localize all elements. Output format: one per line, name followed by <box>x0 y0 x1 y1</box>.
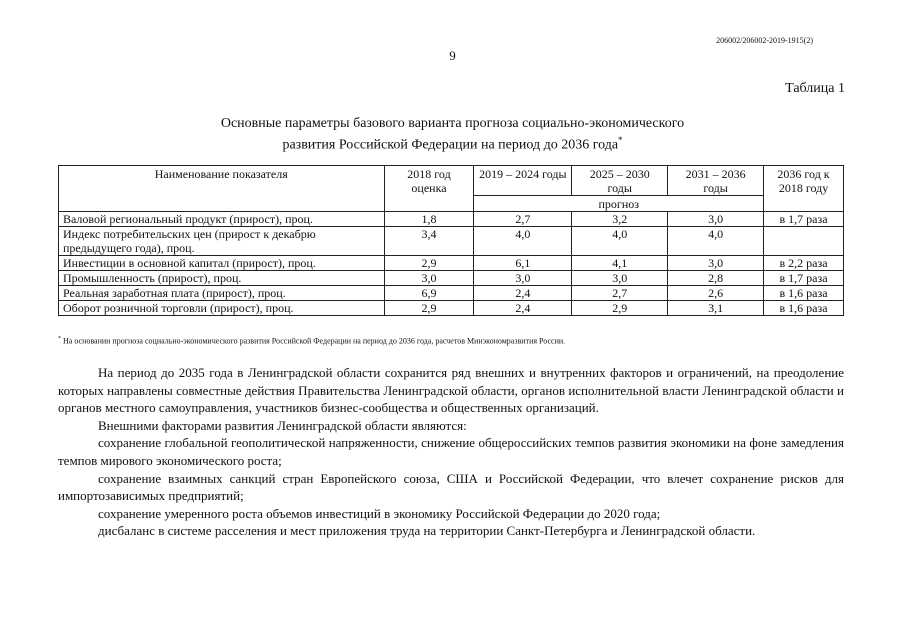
header-2031-2036: 2031 – 2036 годы <box>668 166 764 196</box>
header-forecast: прогноз <box>474 196 764 212</box>
cell-2018: 3,0 <box>384 271 474 286</box>
cell-2031-2036: 4,0 <box>668 227 764 256</box>
row-name: Реальная заработная плата (прирост), проц. <box>59 286 385 301</box>
cell-2031-2036: 2,8 <box>668 271 764 286</box>
cell-2018: 3,4 <box>384 227 474 256</box>
paragraph: На период до 2035 года в Ленинградской области сохранится ряд внешних и внутренних факторов и ограничений, на преодоление которых направлены совместные действия Правительства Ленинградской области, органов исполнительной власти Ленинградской области и органов местного самоуправления, участников бизнес-сообщества и общественных организаций. <box>58 365 844 416</box>
cell-2025-2030: 4,1 <box>572 256 668 271</box>
cell-2036-vs-2018: в 1,7 раза <box>764 271 844 286</box>
cell-2018: 2,9 <box>384 256 474 271</box>
cell-2025-2030: 2,9 <box>572 301 668 316</box>
doc-id: 206002/206002-2019-1915(2) <box>716 36 813 45</box>
header-2025-2030: 2025 – 2030 годы <box>572 166 668 196</box>
paragraph: Внешними факторами развития Ленинградской области являются: <box>98 417 467 433</box>
cell-2018: 6,9 <box>384 286 474 301</box>
table-label: Таблица 1 <box>785 81 845 96</box>
table-row <box>59 301 844 316</box>
table-row <box>59 271 844 286</box>
cell-2031-2036: 2,6 <box>668 286 764 301</box>
cell-2036-vs-2018: в 2,2 раза <box>764 256 844 271</box>
table-title <box>0 115 905 154</box>
cell-2018: 1,8 <box>384 212 474 227</box>
cell-2036-vs-2018: в 1,7 раза <box>764 212 844 227</box>
paragraph: сохранение взаимных санкций стран Европейского союза, США и Российской Федерации, что влечет сохранение рисков для импортозависимых предприятий; <box>58 470 844 504</box>
header-2018: 2018 год оценка <box>384 166 474 212</box>
page-number: 9 <box>449 48 456 63</box>
table-row <box>59 286 844 301</box>
paragraph: дисбаланс в системе расселения и мест приложения труда на территории Санкт-Петербурга и Ленинградской области. <box>98 523 756 539</box>
cell-2019-2024: 2,4 <box>474 301 572 316</box>
cell-2031-2036: 3,1 <box>668 301 764 316</box>
header-2036-vs-2018: 2036 год к 2018 году <box>764 166 844 212</box>
forecast-table <box>58 165 844 316</box>
table-header-row <box>59 166 844 196</box>
footnote <box>58 336 565 346</box>
paragraph: сохранение глобальной геополитической напряженности, снижение общероссийских темпов развития экономики на фоне замедления темпов мирового экономического роста; <box>58 435 844 468</box>
cell-2025-2030: 2,7 <box>572 286 668 301</box>
cell-2019-2024: 3,0 <box>474 271 572 286</box>
row-name: Валовой региональный продукт (прирост), проц. <box>59 212 385 227</box>
table-title-line2: развития Российской Федерации на период до 2036 года <box>282 137 619 153</box>
table-row <box>59 212 844 227</box>
table-title-line1: Основные параметры базового варианта прогноза социально-экономического <box>220 116 685 131</box>
cell-2025-2030: 3,2 <box>572 212 668 227</box>
table-row <box>59 227 844 256</box>
footnote-mark: * <box>58 336 61 342</box>
header-2019-2024: 2019 – 2024 годы <box>474 166 572 196</box>
cell-2019-2024: 2,4 <box>474 286 572 301</box>
cell-2019-2024: 2,7 <box>474 212 572 227</box>
cell-2036-vs-2018 <box>764 227 844 256</box>
cell-2019-2024: 4,0 <box>474 227 572 256</box>
cell-2036-vs-2018: в 1,6 раза <box>764 286 844 301</box>
footnote-mark: * <box>618 135 623 145</box>
cell-2036-vs-2018: в 1,6 раза <box>764 301 844 316</box>
row-name: Оборот розничной торговли (прирост), проц. <box>59 301 385 316</box>
cell-2025-2030: 3,0 <box>572 271 668 286</box>
row-name: Промышленность (прирост), проц. <box>59 271 385 286</box>
row-name: Индекс потребительских цен (прирост к декабрю предыдущего года), проц. <box>59 227 385 256</box>
header-indicator-name: Наименование показателя <box>59 166 385 212</box>
footnote-text: На основании прогноза социально-экономического развития Российской Федерации на период до 2036 года, расчетов Минэкономразвития России. <box>63 336 566 346</box>
cell-2018: 2,9 <box>384 301 474 316</box>
cell-2031-2036: 3,0 <box>668 212 764 227</box>
row-name: Инвестиции в основной капитал (прирост), проц. <box>59 256 385 271</box>
body-text <box>58 364 844 540</box>
cell-2019-2024: 6,1 <box>474 256 572 271</box>
cell-2025-2030: 4,0 <box>572 227 668 256</box>
paragraph: сохранение умеренного роста объемов инвестиций в экономику Российской Федерации до 2020 года; <box>98 505 661 521</box>
table-row <box>59 256 844 271</box>
cell-2031-2036: 3,0 <box>668 256 764 271</box>
